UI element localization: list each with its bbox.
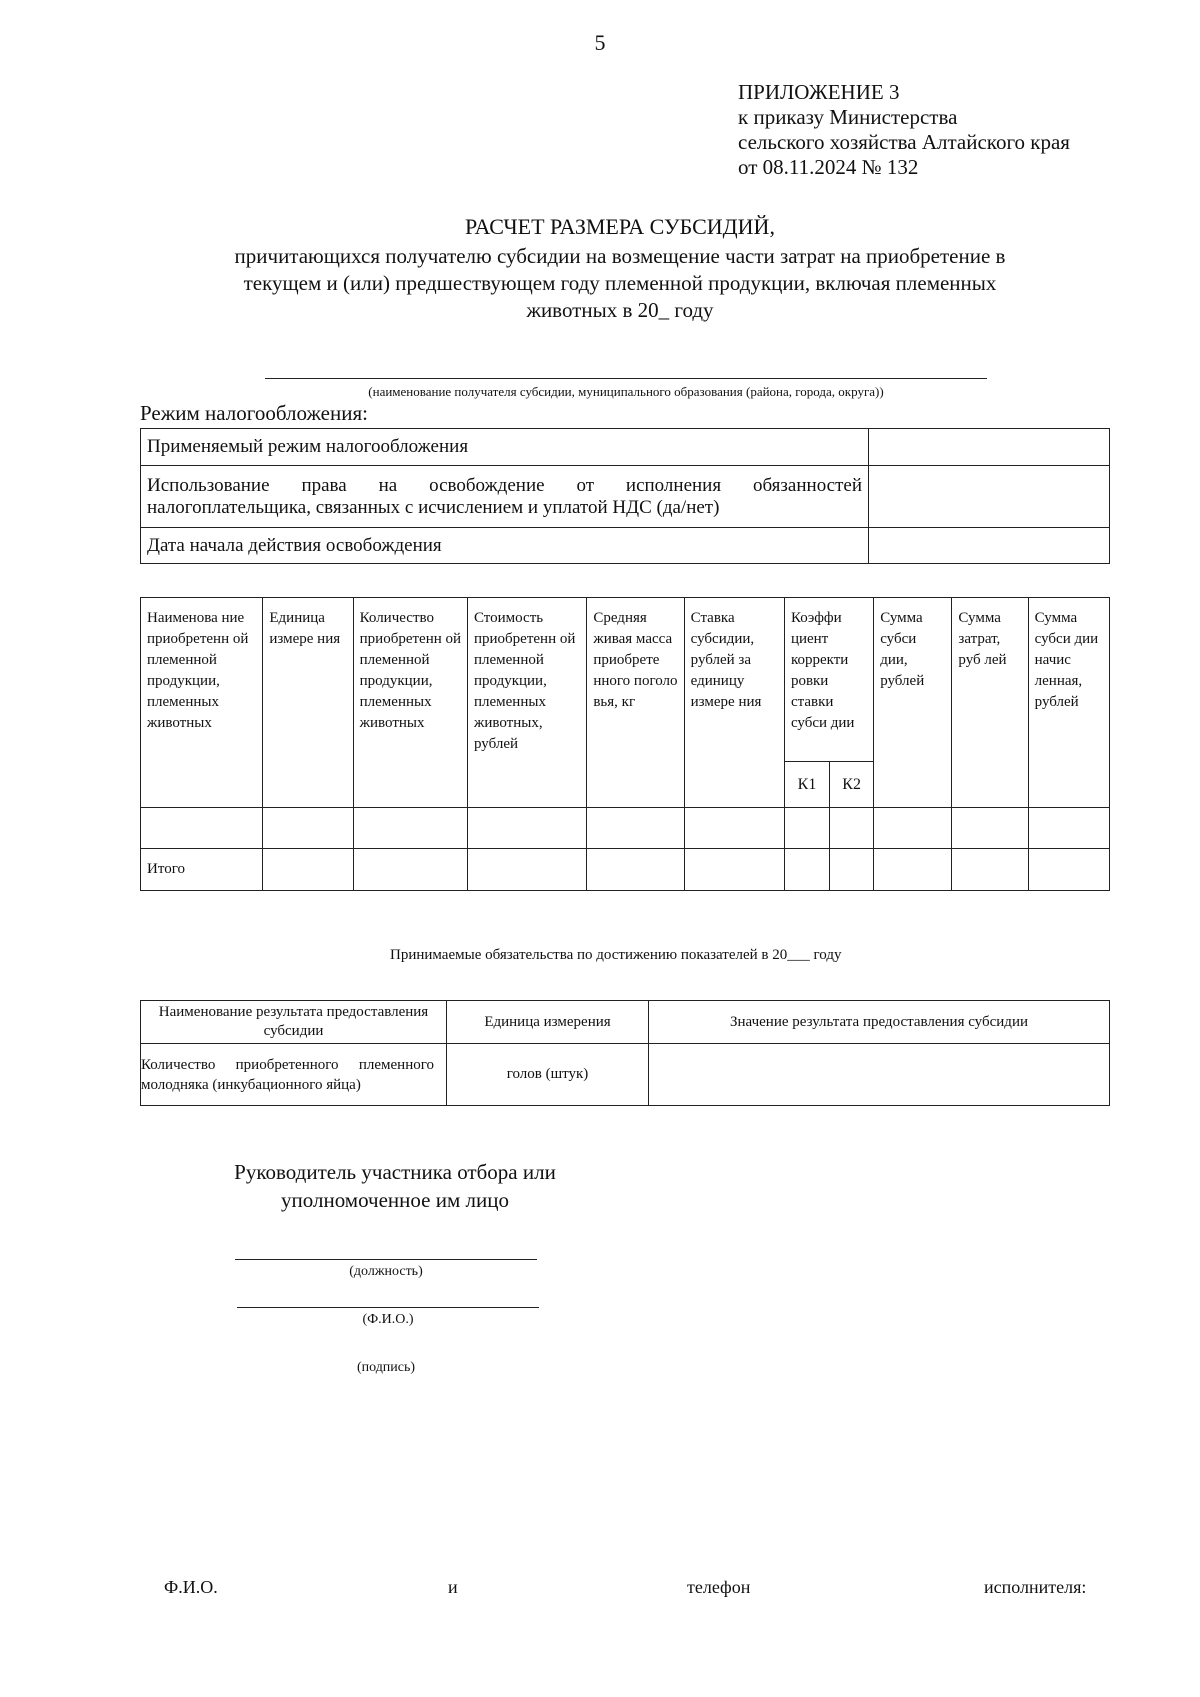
col-header-subsidy-sum: Сумма субси дии, рублей	[874, 598, 952, 808]
tax-row-label: Дата начала действия освобождения	[141, 528, 869, 564]
tax-regime-label: Режим налогообложения:	[140, 401, 368, 425]
title-line: текущем и (или) предшествующем году племенной продукции, включая племенных	[243, 271, 997, 295]
position-line[interactable]	[235, 1259, 537, 1260]
footer-word: Ф.И.О.	[164, 1577, 218, 1597]
tax-row-text: налогоплательщика, связанных с исчислением и уплатой НДС (да/нет)	[147, 496, 720, 518]
footer-word: и	[448, 1577, 458, 1597]
appendix-line: сельского хозяйства Алтайского края	[738, 130, 1070, 154]
tax-row-text: Использование права на освобождение от исполнения обязанностей	[147, 474, 862, 496]
table-cell[interactable]	[784, 849, 829, 891]
results-table	[140, 1000, 1110, 1106]
table-row	[141, 808, 1110, 849]
table-cell[interactable]	[587, 808, 684, 849]
title-line: причитающихся получателю субсидии на возмещение части затрат на приобретение в	[234, 244, 1006, 268]
tax-row-label: Применяемый режим налогообложения	[141, 429, 869, 466]
appendix-line: от 08.11.2024 № 132	[738, 155, 919, 179]
results-row-unit: голов (штук)	[447, 1044, 649, 1106]
col-header-unit: Единица измере ния	[263, 598, 353, 808]
footer-word: телефон	[687, 1577, 751, 1597]
table-cell[interactable]	[467, 849, 586, 891]
appendix-header	[738, 80, 1070, 180]
table-cell[interactable]	[353, 808, 467, 849]
table-cell[interactable]	[784, 808, 829, 849]
results-row-value[interactable]	[649, 1044, 1110, 1106]
results-row-name: Количество приобретенного племенного молодняка (инкубационного яйца)	[141, 1044, 447, 1106]
fio-caption: (Ф.И.О.)	[362, 1312, 414, 1327]
table-cell[interactable]	[353, 849, 467, 891]
appendix-line: к приказу Министерства	[738, 105, 958, 129]
table-cell[interactable]	[1028, 849, 1109, 891]
table-cell[interactable]	[684, 808, 784, 849]
table-cell[interactable]	[874, 849, 952, 891]
col-header-name: Наименова ние приобретенн ой племенной продукции, племенных животных	[141, 598, 263, 808]
recipient-caption: (наименование получателя субсидии, муниципального образования (района, города, округа))	[368, 384, 884, 399]
table-cell[interactable]	[263, 808, 353, 849]
table-cell[interactable]	[830, 849, 874, 891]
page-number: 5	[594, 30, 606, 55]
table-cell[interactable]	[952, 849, 1028, 891]
tax-row-label	[141, 466, 869, 528]
leader-line: Руководитель участника отбора или	[234, 1160, 556, 1184]
col-header-k2: К2	[830, 762, 874, 808]
leader-line: уполномоченное им лицо	[281, 1188, 509, 1212]
title-line: РАСЧЕТ РАЗМЕРА СУБСИДИЙ,	[465, 214, 775, 239]
commitments-title: Принимаемые обязательства по достижению показателей в 20___ году	[390, 947, 842, 963]
col-header-k1: К1	[784, 762, 829, 808]
col-header-coefficient: Коэффи циент корректи ровки ставки субси дии	[784, 598, 873, 762]
col-header-weight: Средняя живая масса приобрете нного поголо вья, кг	[587, 598, 684, 808]
subsidy-calculation-table	[140, 597, 1110, 891]
table-cell[interactable]	[874, 808, 952, 849]
col-header-quantity: Количество приобретенн ой племенной продукции, племенных животных	[353, 598, 467, 808]
tax-regime-table	[140, 428, 1110, 564]
tax-row-value[interactable]	[869, 429, 1110, 466]
col-header-accrued-sum: Сумма субси дии начис ленная, рублей	[1028, 598, 1109, 808]
table-cell[interactable]	[141, 808, 263, 849]
table-cell[interactable]	[952, 808, 1028, 849]
signature-caption: (подпись)	[356, 1360, 416, 1375]
table-cell[interactable]	[467, 808, 586, 849]
col-header-cost: Стоимость приобретенн ой племенной продукции, племенных животных, рублей	[467, 598, 586, 808]
table-row	[141, 1044, 1110, 1106]
results-header-value: Значение результата предоставления субсидии	[649, 1001, 1110, 1044]
table-cell[interactable]	[830, 808, 874, 849]
col-header-rate: Ставка субсидии, рублей за единицу измере ния	[684, 598, 784, 808]
total-row	[141, 849, 1110, 891]
table-cell[interactable]	[684, 849, 784, 891]
col-header-cost-sum: Сумма затрат, руб лей	[952, 598, 1028, 808]
results-header-unit: Единица измерения	[447, 1001, 649, 1044]
document-title	[120, 213, 1120, 324]
table-cell[interactable]	[587, 849, 684, 891]
fio-line[interactable]	[237, 1307, 539, 1308]
position-caption: (должность)	[349, 1264, 423, 1279]
total-label: Итого	[141, 849, 263, 891]
leader-title	[170, 1158, 620, 1214]
table-cell[interactable]	[263, 849, 353, 891]
table-cell[interactable]	[1028, 808, 1109, 849]
footer-word: исполнителя:	[984, 1577, 1087, 1597]
title-line: животных в 20_ году	[526, 298, 714, 322]
results-header-name: Наименование результата предоставления субсидии	[141, 1001, 447, 1044]
appendix-line: ПРИЛОЖЕНИЕ 3	[738, 80, 900, 104]
tax-row-value[interactable]	[869, 528, 1110, 564]
tax-row-value[interactable]	[869, 466, 1110, 528]
recipient-name-line[interactable]	[265, 378, 987, 379]
